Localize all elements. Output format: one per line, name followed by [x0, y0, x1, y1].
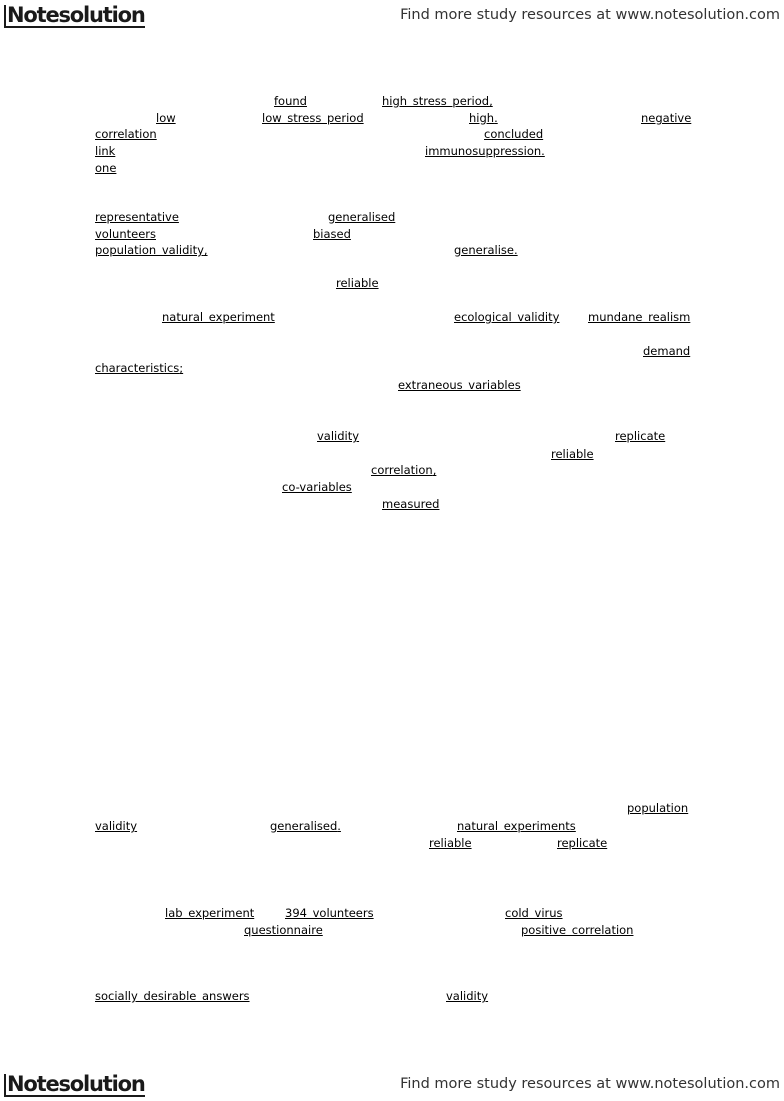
- keyword-characteristics: [95, 362, 183, 375]
- keyword-correlation: correlation: [95, 127, 157, 141]
- keyword-extraneous-variables: extraneous variables: [398, 378, 521, 392]
- punctuation: .: [494, 111, 498, 125]
- keyword-validity: validity: [95, 819, 138, 833]
- keyword-reliable: reliable: [551, 447, 594, 461]
- punctuation: ,: [432, 463, 437, 477]
- keyword-cold-virus: cold virus: [505, 906, 563, 920]
- keyword-text: generalise: [454, 243, 514, 257]
- logo-text: Notesolution: [4, 5, 145, 28]
- keyword-biased: biased: [313, 227, 351, 241]
- keyword-one: one: [95, 161, 117, 175]
- keyword-immunosuppression: immunosuppression.: [425, 144, 545, 158]
- keyword-text: high stress period: [382, 94, 490, 108]
- punctuation: .: [337, 819, 341, 833]
- keyword-representative: representative: [95, 210, 179, 224]
- keyword-validity: validity: [317, 429, 360, 443]
- keyword-questionnaire: questionnaire: [244, 923, 323, 937]
- keyword-high-stress-period: [382, 95, 493, 108]
- keyword-positive-correlation: positive correlation: [521, 923, 634, 937]
- punctuation: ,: [203, 243, 208, 257]
- keyword-lab-experiment: lab experiment: [165, 906, 255, 920]
- keyword-link: link: [95, 144, 116, 158]
- notesolution-logo: [4, 3, 145, 28]
- keyword-text: characteristics: [95, 361, 180, 375]
- keyword-reliable: reliable: [336, 276, 379, 290]
- punctuation: ;: [179, 361, 184, 375]
- keyword-found: found: [274, 94, 307, 108]
- keyword-generalised: [270, 820, 341, 833]
- keyword-generalise: [454, 244, 518, 257]
- notesolution-logo: [4, 1072, 145, 1097]
- promo-text: Find more study resources at www.notesolution.com: [400, 7, 780, 23]
- keyword-replicate: replicate: [615, 429, 666, 443]
- logo-text: Notesolution: [4, 1074, 145, 1097]
- keyword-text: population validity: [95, 243, 204, 257]
- keyword-population: population: [627, 801, 689, 815]
- keyword-text: generalised: [270, 819, 338, 833]
- keyword-natural-experiments: natural experiments: [457, 819, 576, 833]
- promo-text: Find more study resources at www.notesolution.com: [400, 1076, 780, 1092]
- keyword-reliable: reliable: [429, 836, 472, 850]
- keyword-volunteers: volunteers: [95, 227, 156, 241]
- keyword-text: correlation: [371, 463, 433, 477]
- keyword-natural-experiment: natural experiment: [162, 310, 275, 324]
- keyword-text: high: [469, 111, 495, 125]
- keyword-population-validity: [95, 244, 208, 257]
- keyword-concluded: concluded: [484, 127, 544, 141]
- keyword-low: low: [156, 111, 176, 125]
- keyword-co-variables: co-variables: [282, 480, 352, 494]
- keyword-394-volunteers: 394 volunteers: [285, 906, 374, 920]
- keyword-ecological-validity: ecological validity: [454, 310, 560, 324]
- keyword-high: [469, 112, 498, 125]
- keyword-low-stress-period: low stress period: [262, 111, 364, 125]
- keyword-replicate: replicate: [557, 836, 608, 850]
- keyword-measured: measured: [382, 497, 440, 511]
- punctuation: ,: [489, 94, 493, 108]
- keyword-generalised: generalised: [328, 210, 396, 224]
- keyword-correlation: [371, 464, 436, 477]
- keyword-validity: validity: [446, 989, 489, 1003]
- keyword-negative: negative: [641, 111, 692, 125]
- keyword-demand: demand: [643, 344, 691, 358]
- keyword-mundane-realism: mundane realism: [588, 310, 691, 324]
- keyword-socially-desirable-answers: socially desirable answers: [95, 989, 250, 1003]
- punctuation: .: [513, 243, 518, 257]
